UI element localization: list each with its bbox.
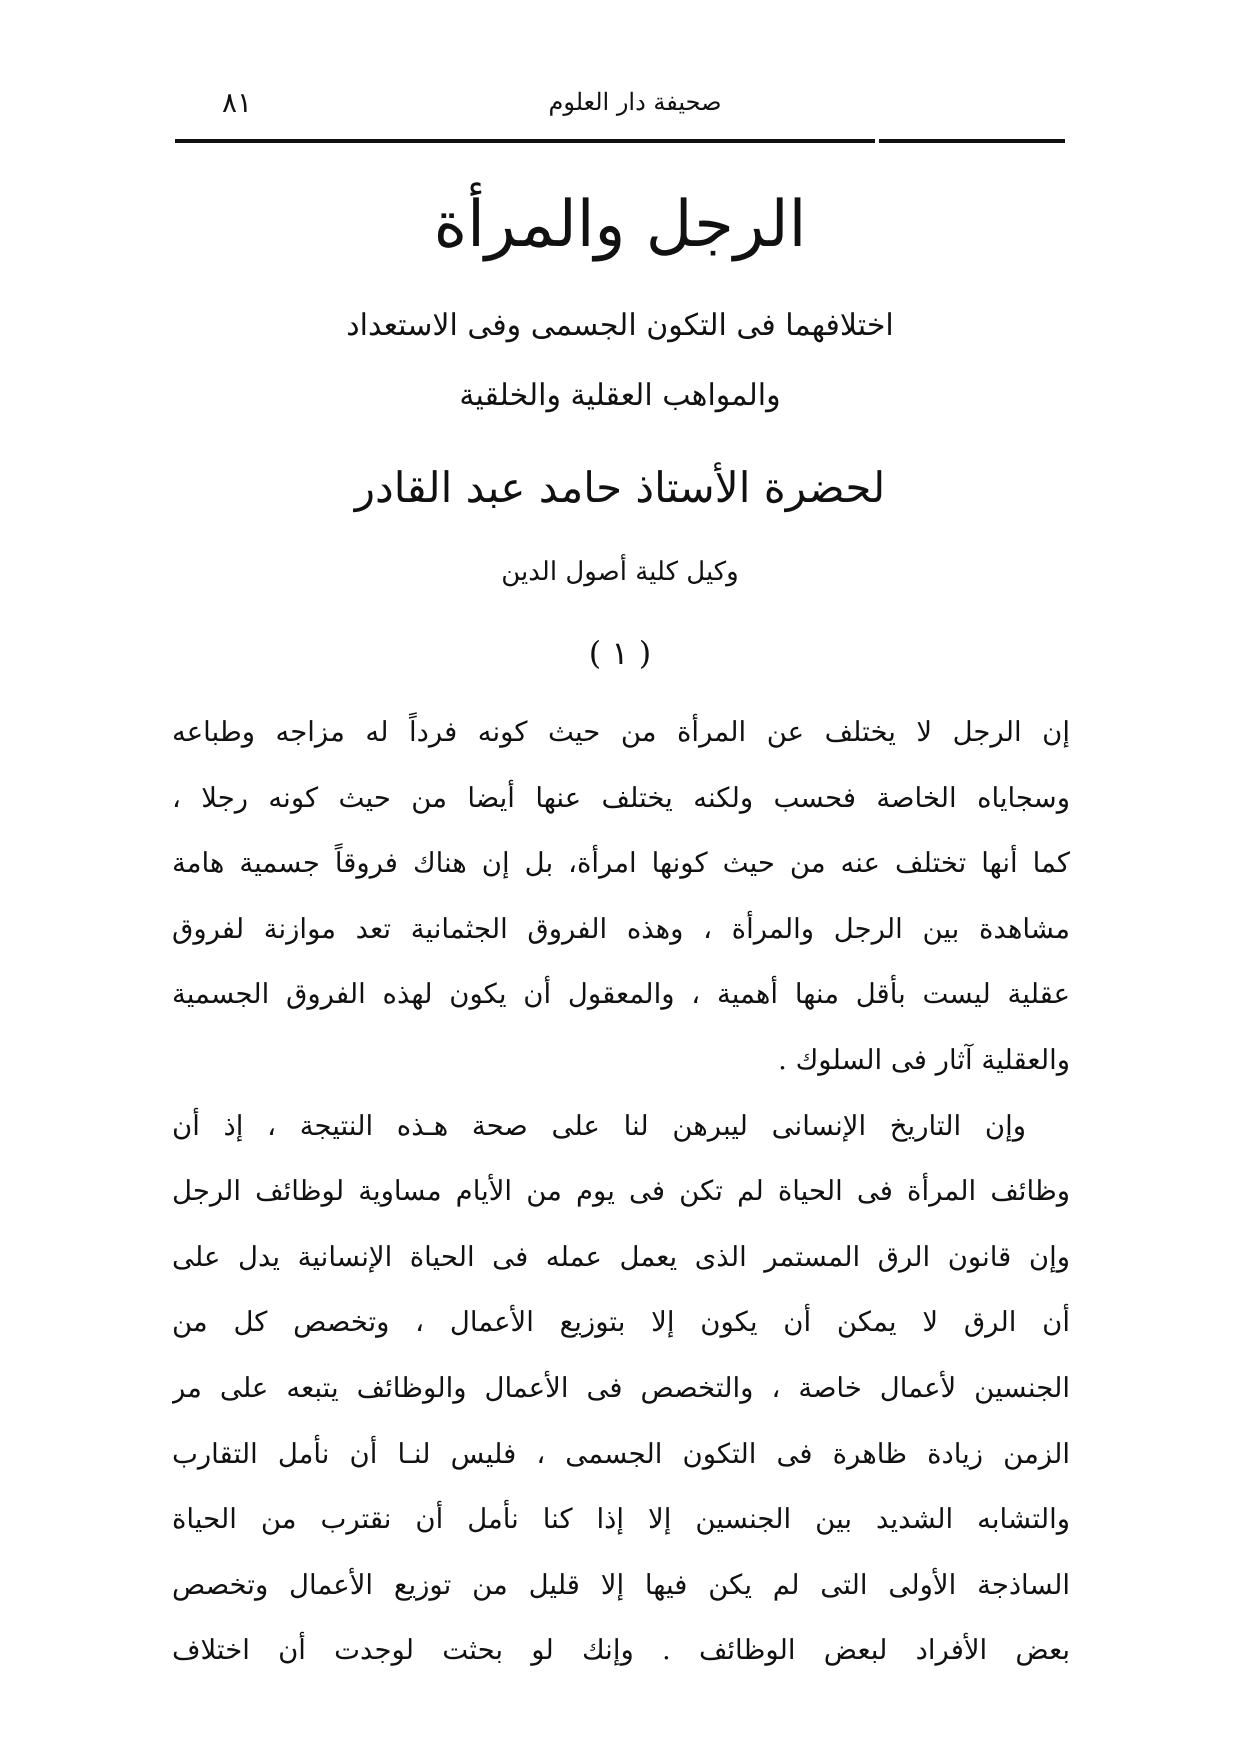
article-subtitle-line-2: والمواهب العقلية والخلقية <box>459 378 781 413</box>
header-rule <box>175 139 1065 143</box>
header-rule-gap <box>875 139 879 143</box>
author-position: وكيل كلية أصول الدين <box>501 557 739 587</box>
article-body <box>172 700 1070 1684</box>
body-line: وظائف المرأة فى الحياة لم تكن فى يوم من الأيام مساوية لوظائف الرجل <box>172 1175 1070 1208</box>
body-line: الجنسين لأعمال خاصة ، والتخصص فى الأعمال والوظائف يتبعه على مر <box>172 1371 1070 1404</box>
article-title: الرجل والمرأة <box>433 188 807 262</box>
body-line: والتشابه الشديد بين الجنسين إلا إذا كنا نأمل أن نقترب من الحياة <box>172 1503 1070 1536</box>
body-line: وإن التاريخ الإنسانى ليبرهن لنا على صحة هـذه النتيجة ، إذ أن <box>172 1109 1026 1142</box>
body-line: مشاهدة بين الرجل والمرأة ، وهذه الفروق الجثمانية تعد موازنة لفروق <box>172 912 1070 945</box>
body-line: بعض الأفراد لبعض الوظائف . وإنك لو بحثت لوجدت أن اختلاف <box>172 1634 1070 1667</box>
body-line: الزمن زيادة ظاهرة فى التكون الجسمى ، فليس لنـا أن نأمل التقارب <box>172 1437 1070 1470</box>
section-number: ( ١ ) <box>588 634 652 672</box>
body-line: وسجاياه الخاصة فحسب ولكنه يختلف عنها أيضا من حيث كونه رجلا ، <box>172 781 1070 814</box>
article-subtitle-line-1: اختلافهما فى التكون الجسمى وفى الاستعداد <box>346 308 894 343</box>
journal-name: صحيفة دار العلوم <box>548 88 722 116</box>
page-number: ٨١ <box>222 86 253 119</box>
body-line: والعقلية آثار فى السلوك . <box>778 1043 1070 1076</box>
body-line: كما أنها تختلف عنه من حيث كونها امرأة، بل إن هناك فروقاً جسمية هامة <box>172 847 1070 880</box>
article-author: لحضرة الأستاذ حامد عبد القادر <box>354 463 886 512</box>
body-line: عقلية ليست بأقل منها أهمية ، والمعقول أن يكون لهذه الفروق الجسمية <box>172 978 1070 1011</box>
running-head <box>200 88 1070 132</box>
body-line: أن الرق لا يمكن أن يكون إلا بتوزيع الأعمال ، وتخصص كل من <box>172 1306 1070 1339</box>
body-line: الساذجة الأولى التى لم يكن فيها إلا قليل من توزيع الأعمال وتخصص <box>172 1568 1070 1601</box>
body-line: إن الرجل لا يختلف عن المرأة من حيث كونه فرداً له مزاجه وطباعه <box>172 716 1070 748</box>
body-line: وإن قانون الرق المستمر الذى يعمل عمله فى الحياة الإنسانية يدل على <box>172 1240 1070 1273</box>
